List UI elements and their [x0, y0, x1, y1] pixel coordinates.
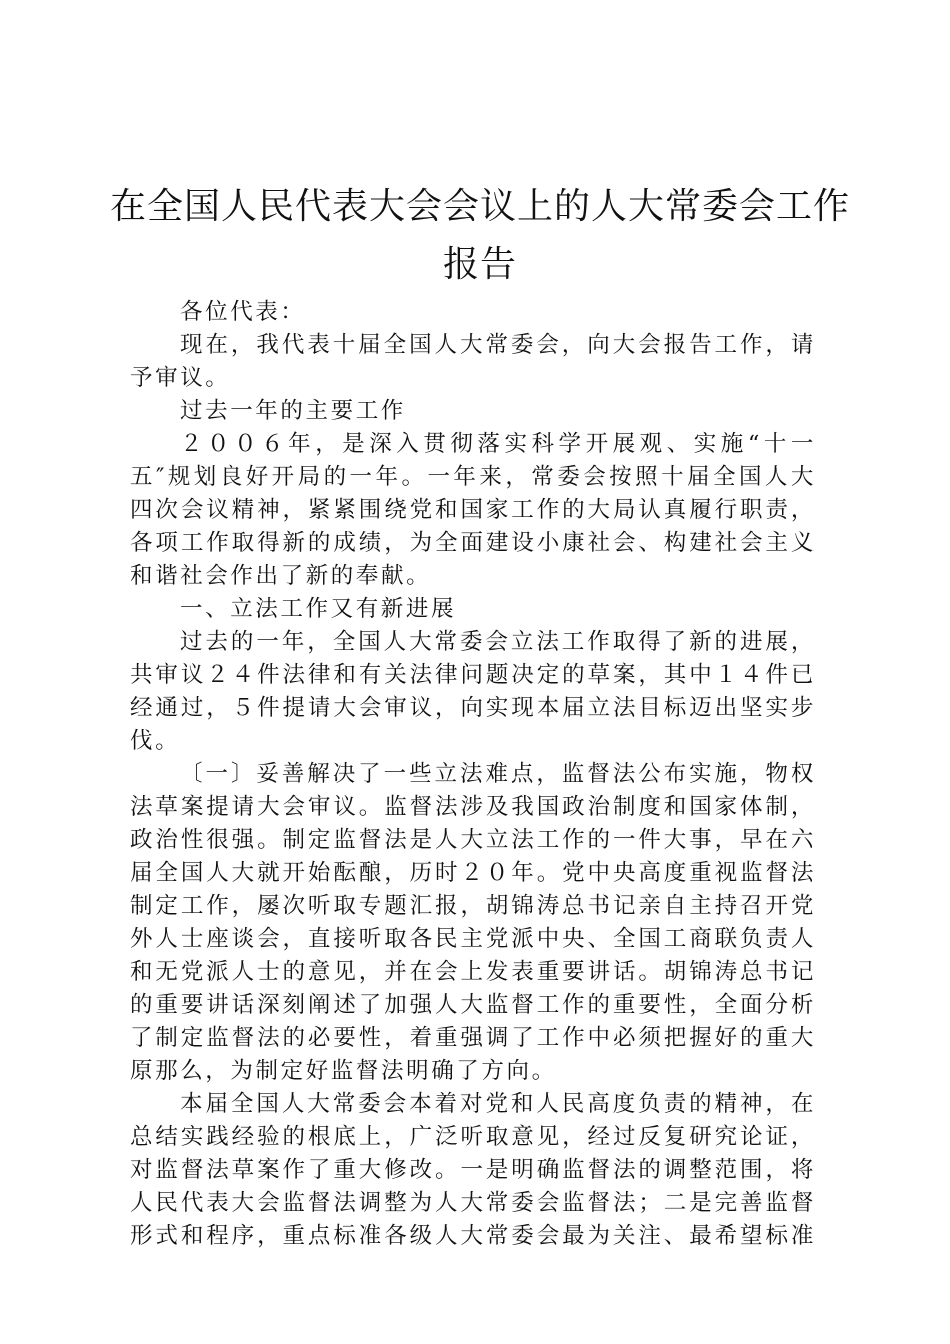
- body-line: 过去的一年，全国人大常委会立法工作取得了新的进展，: [180, 629, 816, 655]
- body-line: 对监督法草案作了重大修改。一是明确监督法的调整范围，将: [130, 1157, 816, 1183]
- body-line: 本届全国人大常委会本着对党和人民高度负责的精神，在: [180, 1091, 816, 1117]
- body-line: 政治性很强。制定监督法是人大立法工作的一件大事，早在六: [130, 827, 816, 853]
- body-line: 形式和程序，重点标准各级人大常委会最为关注、最希望标准: [130, 1223, 816, 1249]
- body-line: 现在，我代表十届全国人大常委会，向大会报告工作，请: [180, 332, 816, 358]
- body-line: 原那么，为制定好监督法明确了方向。: [130, 1058, 557, 1084]
- body-line: 各项工作取得新的成绩，为全面建设小康社会、构建社会主义: [130, 530, 816, 556]
- body-line: 届全国人大就开始酝酿，历时２０年。党中央高度重视监督法: [130, 860, 816, 886]
- body-line: 共审议２４件法律和有关法律问题决定的草案，其中１４件已: [130, 662, 816, 688]
- body-line: 过去一年的主要工作: [180, 398, 406, 424]
- body-line: 五″规划良好开局的一年。一年来，常委会按照十届全国人大: [130, 464, 816, 490]
- body-line: 经通过，５件提请大会审议，向实现本届立法目标迈出坚实步: [130, 695, 816, 721]
- body-line: 和谐社会作出了新的奉献。: [130, 563, 432, 589]
- document-title-line-2: 报告: [442, 244, 517, 285]
- body-line: 和无党派人士的意见，并在会上发表重要讲话。胡锦涛总书记: [130, 959, 816, 985]
- document-title-line-1: 在全国人民代表大会会议上的人大常委会工作: [109, 186, 850, 227]
- body-line: 人民代表大会监督法调整为人大常委会监督法；二是完善监督: [130, 1190, 816, 1216]
- body-line: 制定工作，屡次听取专题汇报，胡锦涛总书记亲自主持召开党: [130, 893, 816, 919]
- body-line: 予审议。: [130, 365, 231, 391]
- body-line: 法草案提请大会审议。监督法涉及我国政治制度和国家体制，: [130, 794, 816, 820]
- body-line: 一、立法工作又有新进展: [180, 596, 457, 622]
- body-line: 的重要讲话深刻阐述了加强人大监督工作的重要性，全面分析: [130, 992, 816, 1018]
- body-line: 伐。: [130, 728, 181, 754]
- body-line: 四次会议精神，紧紧围绕党和国家工作的大局认真履行职责，: [130, 497, 816, 523]
- body-line: 总结实践经验的根底上，广泛听取意见，经过反复研究论证，: [130, 1124, 816, 1150]
- body-line: ２００６年，是深入贯彻落实科学开展观、实施“十一: [180, 431, 816, 457]
- body-line: 了制定监督法的必要性，着重强调了工作中必须把握好的重大: [130, 1025, 816, 1051]
- body-line: 外人士座谈会，直接听取各民主党派中央、全国工商联负责人: [130, 926, 816, 952]
- body-line: 〔一〕妥善解决了一些立法难点，监督法公布实施，物权: [180, 761, 816, 787]
- document-body: [130, 296, 816, 1253]
- body-line: 各位代表：: [180, 299, 306, 325]
